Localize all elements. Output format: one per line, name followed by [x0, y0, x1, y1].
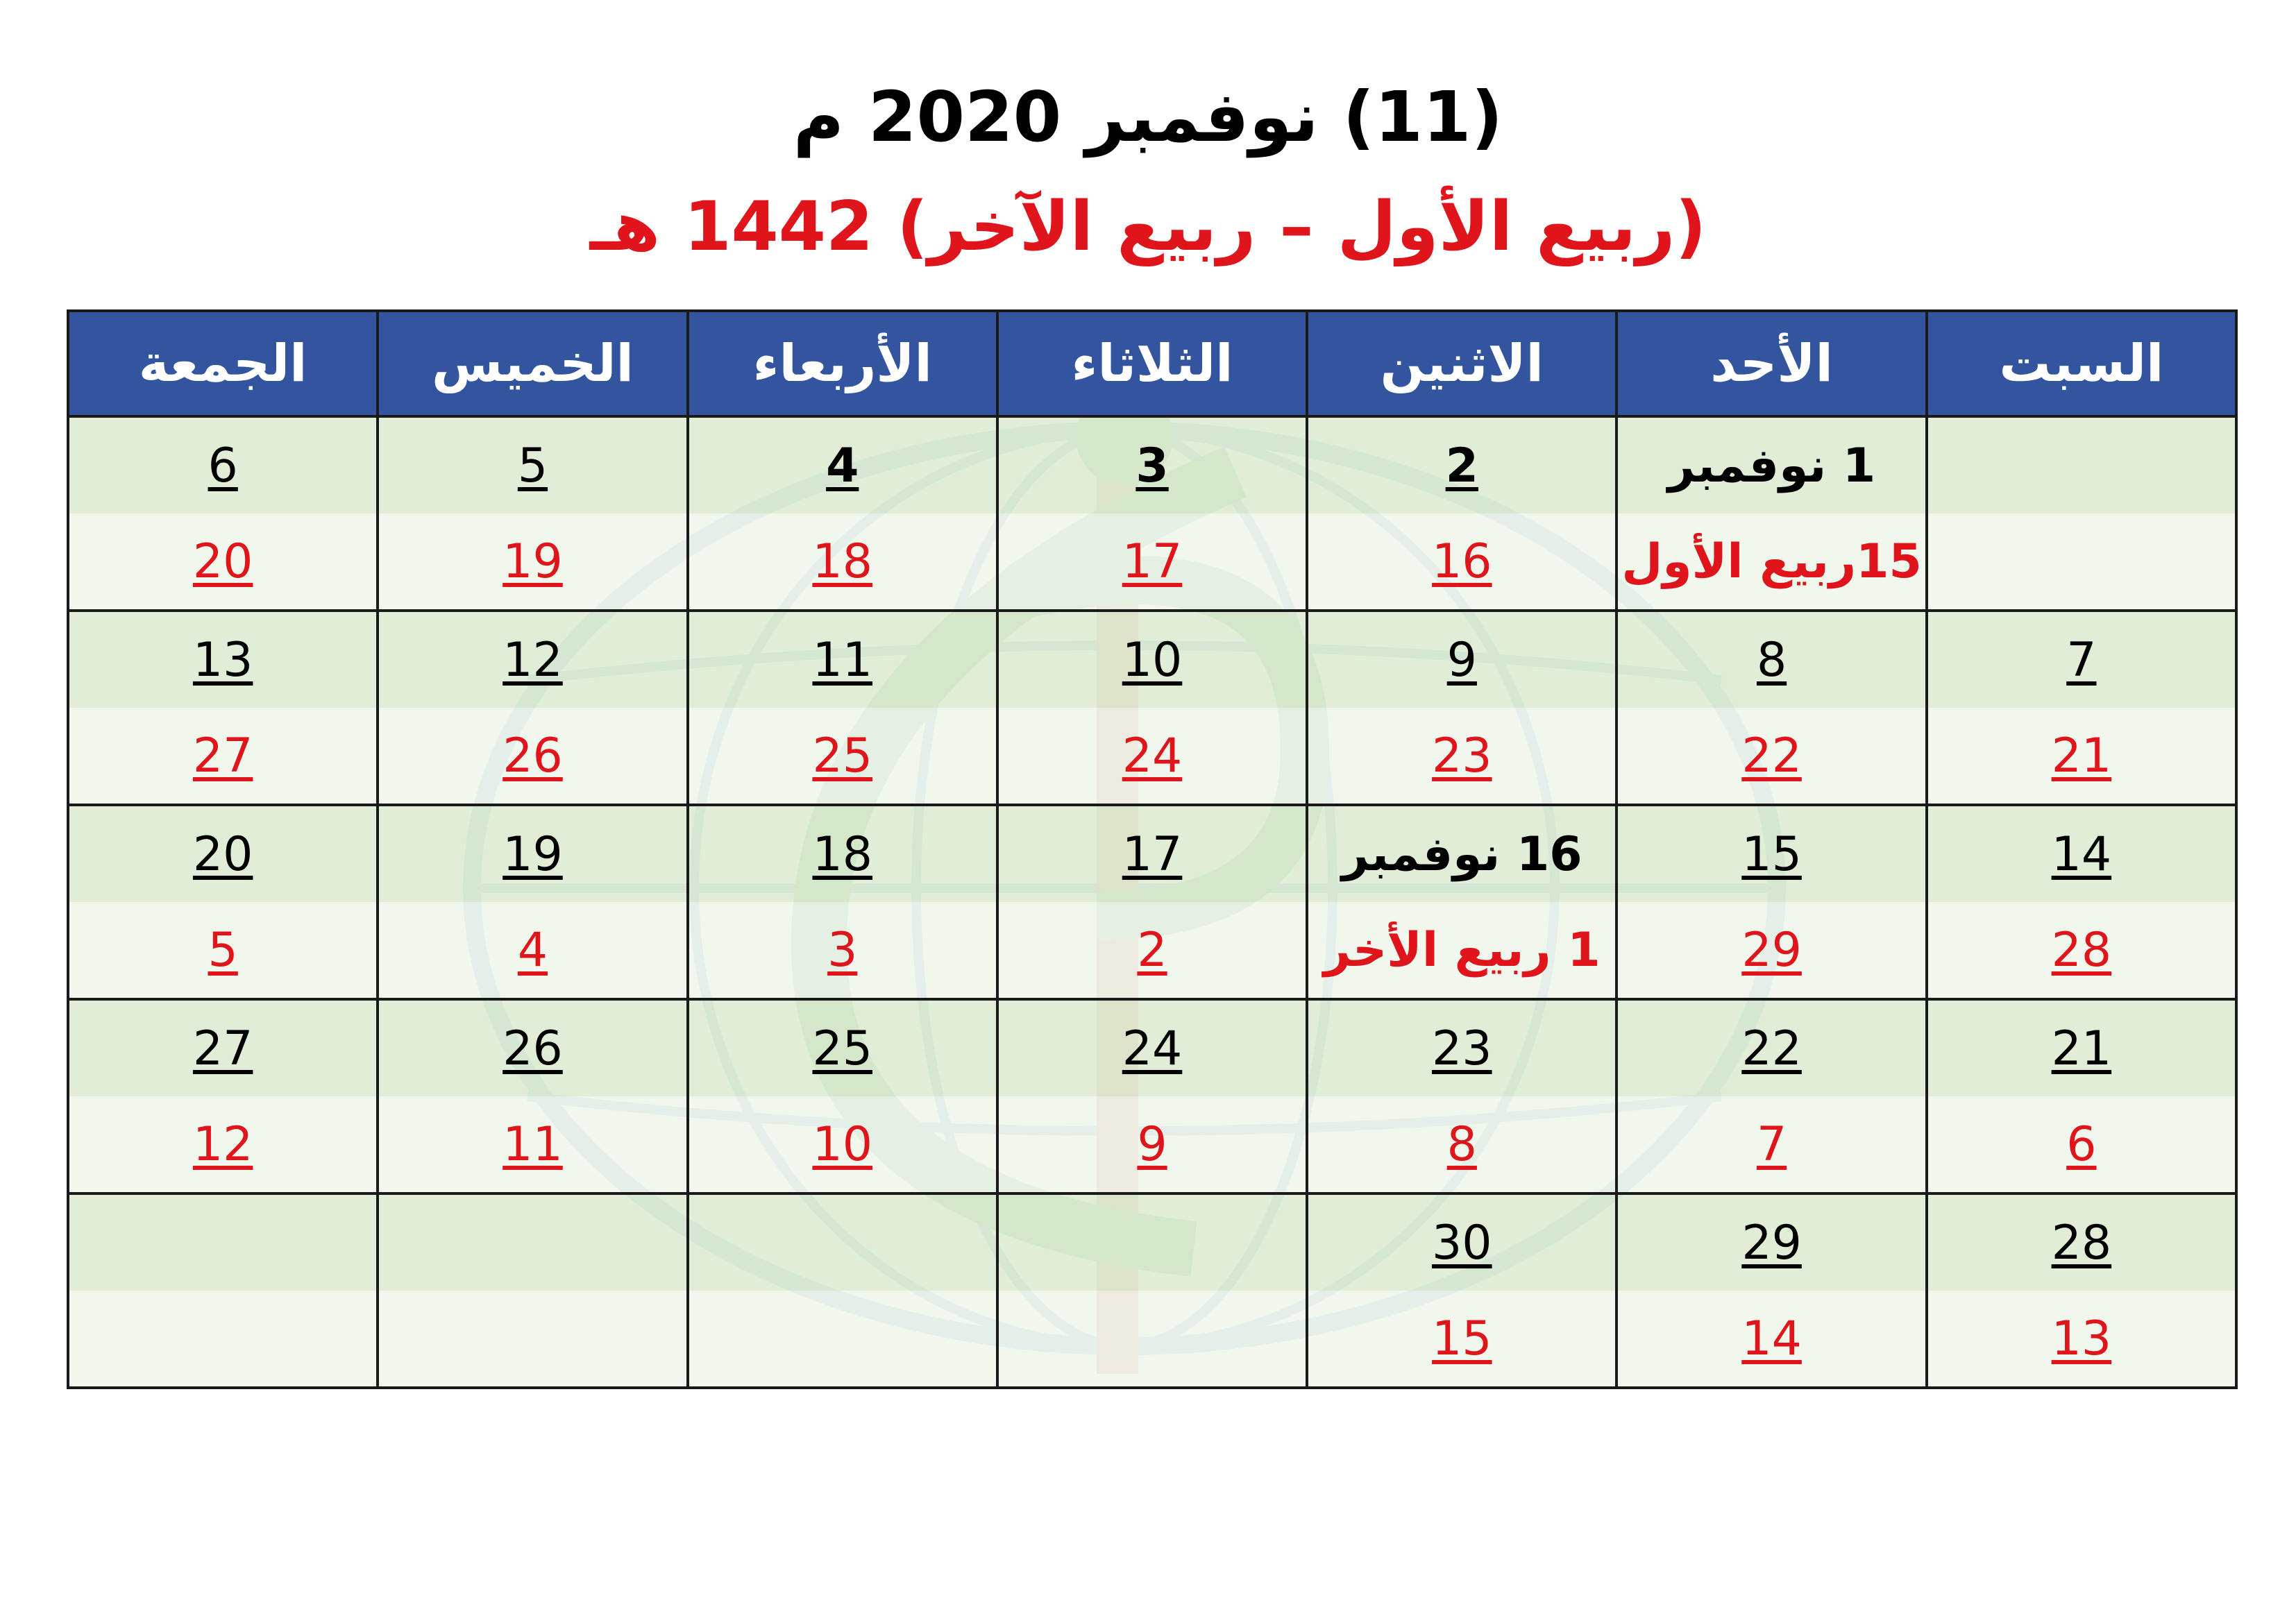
- gregorian-day-cell: 15: [1617, 805, 1926, 902]
- gregorian-day-cell: 13: [68, 611, 378, 708]
- gregorian-day-cell: 25: [688, 999, 997, 1096]
- gregorian-day-cell: 30: [1307, 1193, 1617, 1291]
- gregorian-day-cell: [378, 1193, 687, 1291]
- hijri-day-cell: 28: [1927, 902, 2236, 999]
- weekday-header: الخميس: [378, 311, 687, 416]
- weekday-header: الأربعاء: [688, 311, 997, 416]
- gregorian-row: [68, 1193, 2236, 1291]
- gregorian-title: (11) نوفمبر 2020 م: [793, 76, 1503, 158]
- gregorian-row: [68, 611, 2236, 708]
- hijri-day-cell: 22: [1617, 708, 1926, 805]
- hijri-title: (ربيع الأول – ربيع الآخر) 1442 هـ: [589, 187, 1707, 266]
- hijri-day-cell: 20: [68, 513, 378, 611]
- gregorian-row: [68, 805, 2236, 902]
- weekday-header: الاثنين: [1307, 311, 1617, 416]
- gregorian-day-cell: 9: [1307, 611, 1617, 708]
- hijri-day-cell: 27: [68, 708, 378, 805]
- gregorian-day-cell: 10: [997, 611, 1307, 708]
- gregorian-day-cell: [688, 1193, 997, 1291]
- hijri-day-cell: [68, 1291, 378, 1388]
- gregorian-day-cell: 24: [997, 999, 1307, 1096]
- hijri-row: [68, 513, 2236, 611]
- hijri-day-cell: [997, 1291, 1307, 1388]
- gregorian-day-cell: [68, 1193, 378, 1291]
- gregorian-day-cell: 8: [1617, 611, 1926, 708]
- gregorian-day-cell: 3: [997, 416, 1307, 513]
- hijri-day-cell: 2: [997, 902, 1307, 999]
- hijri-day-cell: 9: [997, 1096, 1307, 1193]
- hijri-day-cell: 3: [688, 902, 997, 999]
- gregorian-day-cell: 6: [68, 416, 378, 513]
- weekday-header: الجمعة: [68, 311, 378, 416]
- gregorian-day-cell: 19: [378, 805, 687, 902]
- gregorian-day-cell: 23: [1307, 999, 1617, 1096]
- gregorian-day-cell: 18: [688, 805, 997, 902]
- hijri-day-cell: 26: [378, 708, 687, 805]
- hijri-day-cell: 4: [378, 902, 687, 999]
- gregorian-day-cell: 20: [68, 805, 378, 902]
- gregorian-day-cell: 21: [1927, 999, 2236, 1096]
- hijri-day-cell: [1927, 513, 2236, 611]
- hijri-day-cell: [378, 1291, 687, 1388]
- hijri-day-cell: 13: [1927, 1291, 2236, 1388]
- gregorian-day-cell: 1 نوفمبر: [1617, 416, 1926, 513]
- hijri-day-cell: 12: [68, 1096, 378, 1193]
- gregorian-day-cell: 16 نوفمبر: [1307, 805, 1617, 902]
- gregorian-day-cell: 27: [68, 999, 378, 1096]
- hijri-day-cell: 25: [688, 708, 997, 805]
- hijri-day-cell: 11: [378, 1096, 687, 1193]
- hijri-day-cell: 21: [1927, 708, 2236, 805]
- hijri-day-cell: 5: [68, 902, 378, 999]
- hijri-day-cell: [688, 1291, 997, 1388]
- hijri-row: [68, 1096, 2236, 1193]
- gregorian-day-cell: 17: [997, 805, 1307, 902]
- hijri-day-cell: 15ربيع الأول: [1617, 513, 1926, 611]
- hijri-day-cell: 24: [997, 708, 1307, 805]
- gregorian-day-cell: 22: [1617, 999, 1926, 1096]
- hijri-day-cell: 8: [1307, 1096, 1617, 1193]
- gregorian-day-cell: 2: [1307, 416, 1617, 513]
- gregorian-day-cell: 28: [1927, 1193, 2236, 1291]
- hijri-day-cell: 18: [688, 513, 997, 611]
- weekday-header: الأحد: [1617, 311, 1926, 416]
- gregorian-day-cell: 4: [688, 416, 997, 513]
- gregorian-day-cell: 5: [378, 416, 687, 513]
- hijri-day-cell: 29: [1617, 902, 1926, 999]
- hijri-row: [68, 902, 2236, 999]
- hijri-day-cell: 17: [997, 513, 1307, 611]
- gregorian-day-cell: 14: [1927, 805, 2236, 902]
- gregorian-row: [68, 416, 2236, 513]
- hijri-day-cell: 19: [378, 513, 687, 611]
- hijri-day-cell: 1 ربيع الأخر: [1307, 902, 1617, 999]
- hijri-day-cell: 16: [1307, 513, 1617, 611]
- hijri-day-cell: 6: [1927, 1096, 2236, 1193]
- weekday-header: الثلاثاء: [997, 311, 1307, 416]
- gregorian-day-cell: 26: [378, 999, 687, 1096]
- gregorian-day-cell: [1927, 416, 2236, 513]
- hijri-day-cell: 23: [1307, 708, 1617, 805]
- hijri-day-cell: 10: [688, 1096, 997, 1193]
- weekday-header: السبت: [1927, 311, 2236, 416]
- calendar-table: [67, 309, 2238, 1389]
- weekday-header-row: [68, 311, 2236, 416]
- hijri-row: [68, 1291, 2236, 1388]
- hijri-day-cell: 7: [1617, 1096, 1926, 1193]
- hijri-day-cell: 15: [1307, 1291, 1617, 1388]
- gregorian-day-cell: 12: [378, 611, 687, 708]
- hijri-day-cell: 14: [1617, 1291, 1926, 1388]
- gregorian-row: [68, 999, 2236, 1096]
- gregorian-day-cell: 29: [1617, 1193, 1926, 1291]
- hijri-row: [68, 708, 2236, 805]
- gregorian-day-cell: [997, 1193, 1307, 1291]
- gregorian-day-cell: 11: [688, 611, 997, 708]
- gregorian-day-cell: 7: [1927, 611, 2236, 708]
